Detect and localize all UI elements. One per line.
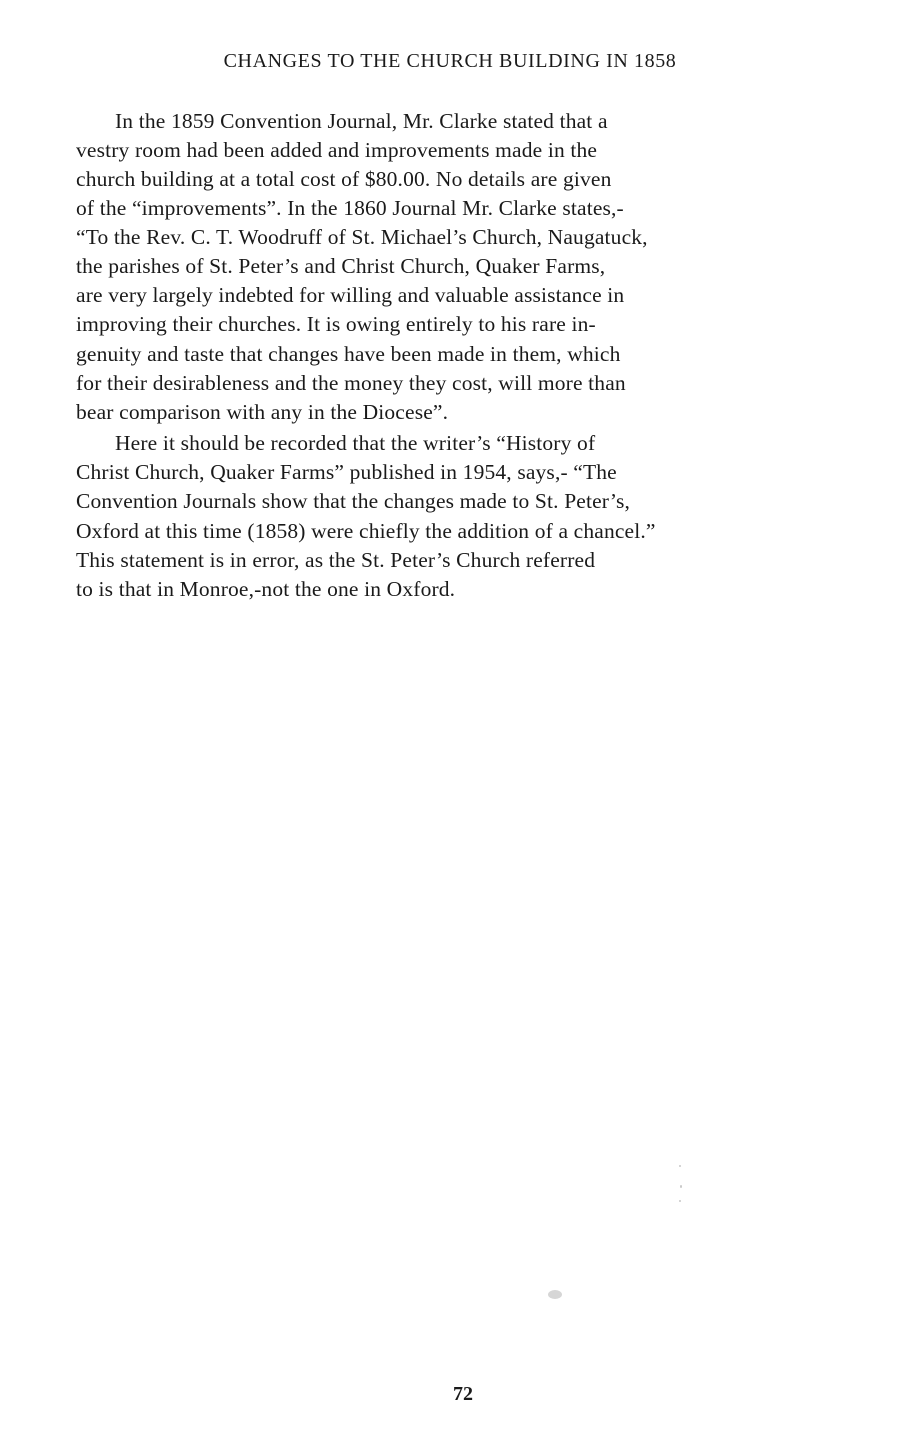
paragraph-1-line-11: bear comparison with any in the Diocese”. [76, 400, 449, 424]
paragraph-2-line-2: Christ Church, Quaker Farms” published in 1954, says,- “The [76, 460, 617, 484]
paragraph-1-line-1: In the 1859 Convention Journal, Mr. Clarke stated that a [115, 109, 608, 133]
paragraph-1-line-8: improving their churches. It is owing entirely to his rare in- [76, 312, 596, 336]
paragraph-2-line-5: This statement is in error, as the St. Peter’s Church referred [76, 548, 596, 572]
paragraph-1-line-6: the parishes of St. Peter’s and Christ Church, Quaker Farms, [76, 254, 606, 278]
page-heading: CHANGES TO THE CHURCH BUILDING IN 1858 [223, 50, 677, 72]
paragraph-2-line-3: Convention Journals show that the changes made to St. Peter’s, [76, 489, 631, 513]
scan-speck [680, 1185, 682, 1188]
paragraph-1-line-9: genuity and taste that changes have been made in them, which [76, 342, 621, 366]
paragraph-1-line-2: vestry room had been added and improvements made in the [76, 138, 598, 162]
paragraph-1-line-4: of the “improvements”. In the 1860 Journal Mr. Clarke states,- [76, 196, 624, 220]
paragraph-1-line-5: “To the Rev. C. T. Woodruff of St. Michael’s Church, Naugatuck, [76, 225, 648, 249]
paragraph-1-line-3: church building at a total cost of $80.00. No details are given [76, 167, 612, 191]
scan-speck [679, 1200, 681, 1202]
paragraph-2-line-1: Here it should be recorded that the writer’s “History of [115, 431, 596, 455]
paragraph-1-line-7: are very largely indebted for willing and valuable assistance in [76, 283, 625, 307]
paragraph-2-line-4: Oxford at this time (1858) were chiefly the addition of a chancel.” [76, 519, 656, 543]
scan-speck [548, 1290, 562, 1299]
paragraph-2-line-6: to is that in Monroe,-not the one in Oxford. [76, 577, 456, 601]
page-number: 72 [453, 1383, 473, 1405]
scan-speck [679, 1165, 681, 1167]
paragraph-1-line-10: for their desirableness and the money they cost, will more than [76, 371, 626, 395]
